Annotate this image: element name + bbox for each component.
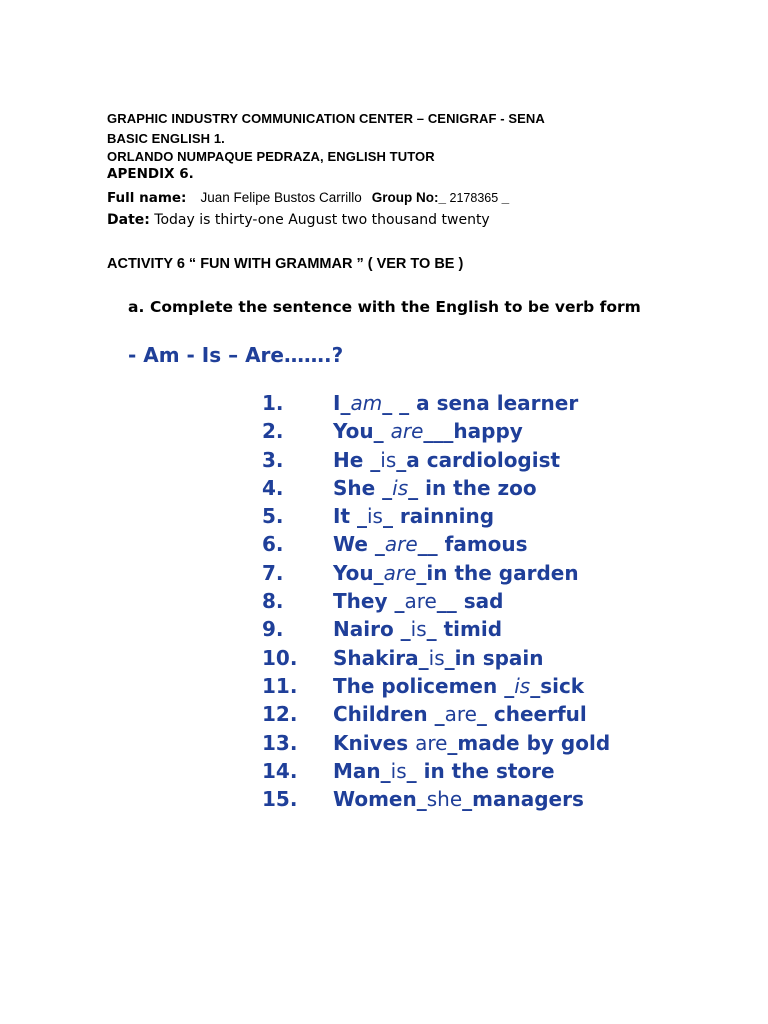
exercise-text-after: _ timid: [426, 617, 503, 642]
exercise-item: [262, 502, 610, 530]
exercise-answer: is: [390, 758, 407, 783]
exercise-answer: is: [410, 617, 427, 642]
exercise-item: [262, 729, 610, 757]
exercise-item: [262, 474, 610, 502]
exercise-number: 12.: [262, 702, 298, 727]
exercise-text-before: She _: [333, 475, 393, 500]
exercise-answer: is: [428, 645, 445, 670]
date-label: Date:: [107, 212, 150, 228]
exercise-text-after: _ _ a sena learner: [382, 391, 579, 415]
exercise-number: 7.: [262, 560, 284, 585]
exercise-text-before: You_: [333, 560, 384, 585]
exercise-text-before: The policemen _: [333, 673, 515, 698]
exercise-item: [262, 530, 610, 558]
exercise-text-before: We _: [333, 532, 385, 557]
exercise-text-before: They _: [333, 589, 405, 614]
exercise-text-after: _a cardiologist: [396, 447, 561, 472]
exercise-answer: is: [392, 475, 409, 500]
exercise-number: 9.: [262, 617, 284, 642]
student-info-line: [107, 190, 509, 206]
exercise-text-before: Children _: [333, 702, 445, 727]
exercise-text-before: Man_: [333, 758, 391, 783]
course-title: BASIC ENGLISH 1.: [107, 131, 225, 146]
group-label: Group No:_: [371, 190, 447, 205]
exercise-answer: are: [384, 532, 418, 557]
date-value: Today is thirty-one August two thousand twenty: [149, 212, 490, 228]
exercise-number: 15.: [262, 787, 298, 812]
full-name-label: Full name:: [107, 190, 187, 206]
exercise-text-before: Knives: [333, 730, 416, 755]
exercise-text-before: Shakira_: [333, 645, 429, 670]
exercise-text-after: _ in the store: [406, 758, 555, 783]
exercise-text-after: _in the garden: [416, 560, 579, 585]
instruction-marker: a.: [128, 298, 145, 316]
exercise-answer: she: [426, 787, 463, 812]
exercise-text-after: _managers: [462, 787, 584, 812]
exercise-number: 13.: [262, 730, 298, 755]
exercise-answer: are: [415, 730, 448, 755]
exercise-number: 6.: [262, 532, 284, 557]
exercise-text-before: It _: [333, 504, 367, 529]
full-name-value: Juan Felipe Bustos Carrillo: [200, 190, 362, 205]
group-tail: _: [501, 190, 510, 205]
exercise-number: 1.: [262, 391, 284, 415]
exercise-item: [262, 644, 610, 672]
verb-forms-heading: - Am - Is – Are…….?: [128, 343, 344, 367]
exercise-text-before: Women_: [333, 787, 427, 812]
exercise-text-after: _sick: [530, 673, 585, 698]
exercise-number: 3.: [262, 447, 284, 472]
exercise-text-after: _made by gold: [447, 730, 611, 755]
center-title: GRAPHIC INDUSTRY COMMUNICATION CENTER – CENIGRAF - SENA: [107, 111, 545, 126]
exercise-item: [262, 587, 610, 615]
exercise-item: [262, 672, 610, 700]
exercise-number: 2.: [262, 419, 284, 444]
exercise-answer: are: [383, 560, 417, 585]
exercise-item: [262, 446, 610, 474]
exercise-item: [262, 389, 610, 417]
exercise-text-before: Nairo _: [333, 617, 411, 642]
exercise-item: [262, 417, 610, 445]
exercise-item: [262, 785, 610, 813]
exercise-text-after: _ cheerful: [476, 702, 587, 727]
exercise-answer: is: [380, 447, 397, 472]
exercise-text-after: __ famous: [417, 532, 528, 557]
exercise-text-after: _ rainning: [382, 504, 495, 529]
exercise-text-before: You_: [333, 419, 391, 444]
exercise-item: [262, 559, 610, 587]
exercise-number: 14.: [262, 758, 298, 783]
tutor-name: ORLANDO NUMPAQUE PEDRAZA, ENGLISH TUTOR: [107, 149, 435, 164]
exercise-number: 10.: [262, 645, 298, 670]
exercise-number: 5.: [262, 504, 284, 529]
exercise-list: [262, 389, 610, 813]
exercise-text-before: He _: [333, 447, 381, 472]
exercise-text-after: ___happy: [423, 419, 523, 444]
exercise-answer: is: [366, 504, 383, 529]
exercise-item: [262, 615, 610, 643]
date-line: [107, 212, 490, 228]
instruction-text: Complete the sentence with the English to be verb form: [150, 298, 641, 316]
exercise-answer: are: [444, 702, 477, 727]
exercise-number: 4.: [262, 475, 284, 500]
exercise-text-after: _in spain: [444, 645, 544, 670]
exercise-text-after: _ in the zoo: [408, 475, 537, 500]
exercise-text-after: __ sad: [436, 589, 504, 614]
exercise-answer: am: [350, 391, 383, 415]
group-value: 2178365: [446, 191, 502, 205]
exercise-item: [262, 757, 610, 785]
exercise-answer: is: [514, 673, 531, 698]
exercise-answer: are: [404, 589, 437, 614]
activity-title: ACTIVITY 6 “ FUN WITH GRAMMAR ” ( VER TO BE ): [107, 256, 464, 272]
exercise-item: [262, 700, 610, 728]
exercise-text-before: I_: [333, 391, 351, 415]
appendix-label: APENDIX 6.: [107, 166, 194, 182]
exercise-answer: are: [390, 419, 424, 444]
exercise-number: 8.: [262, 589, 284, 614]
exercise-number: 11.: [262, 673, 298, 698]
instruction: [128, 298, 641, 316]
